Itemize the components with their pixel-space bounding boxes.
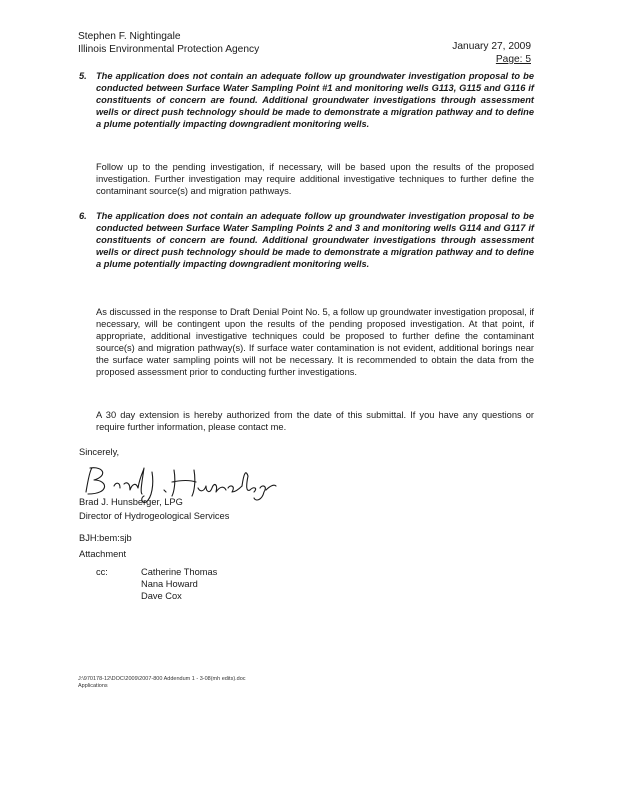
extension-paragraph: A 30 day extension is hereby authorized from the date of this submittal. If you have any questions or require further information, please contact me. [96, 410, 534, 432]
cc-list [141, 566, 217, 602]
initials: BJH:bem:sjb [79, 533, 132, 543]
cc-name: Dave Cox [141, 591, 182, 601]
closing: Sincerely, [79, 447, 120, 457]
file-note: Applications [78, 683, 108, 689]
letter-date: January 27, 2009 [452, 41, 531, 52]
recipient-name: Stephen F. Nightingale [78, 31, 181, 42]
attachment-note: Attachment [79, 549, 127, 559]
signatory-name: Brad J. Hunsberger, LPG [79, 497, 183, 507]
file-path: J:\970178-12\DOC\2009\2007-800 Addendum 1 - 3-08(mh edits).doc [78, 676, 246, 682]
file-path-footer [78, 676, 246, 690]
page-number: Page: 5 [495, 54, 531, 65]
denial-point-number: 6. [79, 211, 87, 221]
denial-point-heading: The application does not contain an adequate follow up groundwater investigation proposal to be conducted between Surface Water Sampling Point #1 and monitoring wells G113, G115 and G116 if constituents of concern are found. Additional groundwater investigations through assessment wells or direct push technology should be made to demonstrate a migration pathway and to define a plume potentially impacting downgradient monitoring wells. [96, 71, 534, 129]
recipient-agency: Illinois Environmental Protection Agency [78, 44, 260, 55]
cc-name: Catherine Thomas [141, 567, 218, 577]
letter-header-meta [452, 40, 531, 66]
denial-point-number: 5. [79, 71, 87, 81]
denial-point-6-response: As discussed in the response to Draft Denial Point No. 5, a follow up groundwater investigation proposal, if necessary, will be contingent upon the results of the pending proposed investigation. At that point, if appropriate, additional investigative techniques could be proposed to further define the contaminant source(s) and migration pathway(s). If surface water contamination is not evident, additional borings near the surface water sampling points will not be necessary. It is recommended to obtain the data from the proposed assessment prior to conducting further investigations. [96, 307, 534, 377]
cc-name: Nana Howard [141, 579, 198, 589]
cc-label: cc: [96, 567, 108, 577]
letter-header-recipient [78, 30, 259, 56]
denial-point-heading: The application does not contain an adequate follow up groundwater investigation proposal to be conducted between Surface Water Sampling Points 2 and 3 and monitoring wells G114 and G117 if constituents of concern are found. Additional groundwater investigations through assessment wells or direct push technology should be made to demonstrate a migration pathway and to define a plume potentially impacting downgradient monitoring wells. [96, 211, 534, 269]
denial-point-6 [79, 210, 534, 270]
denial-point-5 [79, 70, 534, 130]
denial-point-5-response: Follow up to the pending investigation, if necessary, will be based upon the results of the proposed investigation. Further investigation may require additional investigative techniques to further define the contaminant source(s) and migration pathways. [96, 162, 534, 196]
signatory-title: Director of Hydrogeological Services [79, 511, 230, 521]
